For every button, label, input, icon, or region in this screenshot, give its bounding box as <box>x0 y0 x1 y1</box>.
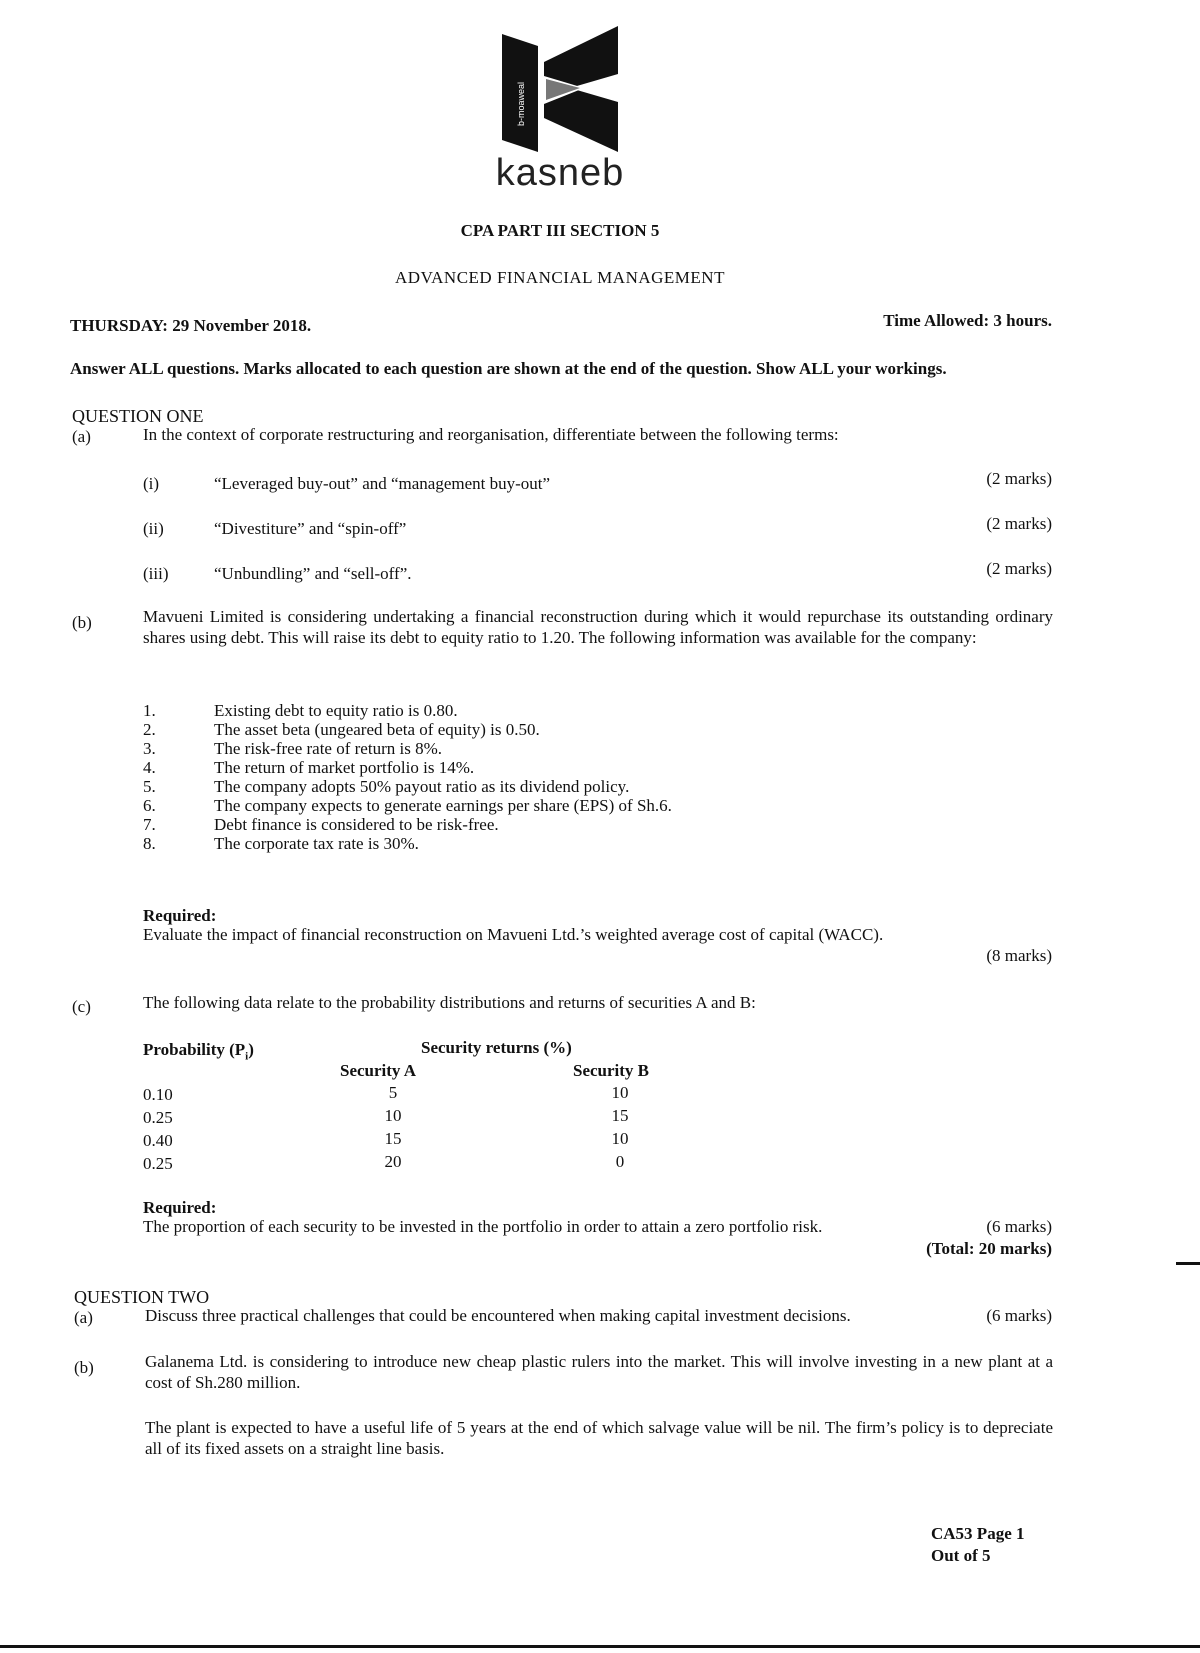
q1c-marks: (6 marks) <box>986 1217 1052 1236</box>
q2a-text: Discuss three practical challenges that could be encountered when making capital investment decisions. <box>145 1306 851 1325</box>
q1c-label: (c) <box>72 997 91 1016</box>
exam-title: CPA PART III SECTION 5 <box>460 221 660 240</box>
q2b-label: (b) <box>74 1358 94 1377</box>
margin-mark <box>1176 1262 1200 1265</box>
q2a-marks: (6 marks) <box>986 1306 1052 1325</box>
q1a-item-marks: (2 marks) <box>986 514 1052 533</box>
q1c-text: The following data relate to the probability distributions and returns of securities A and B: <box>143 993 756 1012</box>
q1a-item-marks: (2 marks) <box>986 559 1052 578</box>
list-item: 6. The company expects to generate earnings per share (EPS) of Sh.6. <box>143 796 672 815</box>
logo-wordmark: kasneb <box>495 152 625 194</box>
list-item: 4. The return of market portfolio is 14%. <box>143 758 475 777</box>
q1b-list <box>143 701 1053 853</box>
list-item: 2. The asset beta (ungeared beta of equity) is 0.50. <box>143 720 540 739</box>
table-header-group: Security returns (%) <box>421 1038 572 1057</box>
q1a-item-text: “Leveraged buy-out” and “management buy-out” <box>214 474 551 493</box>
q1-total-marks: (Total: 20 marks) <box>926 1239 1052 1258</box>
q1b-text: Mavueni Limited is considering undertaking a financial reconstruction during which it would repurchase its outstanding ordinary shares using debt. This will raise its debt to equity ratio to 1.20. The following information was available for the company: <box>143 607 1053 647</box>
list-item: 5. The company adopts 50% payout ratio as its dividend policy. <box>143 777 630 796</box>
page-out-of: Out of 5 <box>931 1546 991 1565</box>
q1a-label: (a) <box>72 427 91 446</box>
logo-spine-text: b-moaweal <box>516 81 526 126</box>
list-item: 8. The corporate tax rate is 30%. <box>143 834 419 853</box>
time-allowed: Time Allowed: 3 hours. <box>883 311 1052 330</box>
q1a-item-text: “Unbundling” and “sell-off”. <box>214 564 412 583</box>
list-item: 1. Existing debt to equity ratio is 0.80. <box>143 701 458 720</box>
q2b-text: Galanema Ltd. is considering to introduce new cheap plastic rulers into the market. This will involve investing in a new plant at a cost of Sh.280 million. <box>145 1352 1053 1392</box>
returns-table: Probability $(P_i)$ Security returns (%) Security A Security B 0.10 5 10 0.25 10 15 0.40 15 10 0.25 20 0 <box>143 1038 650 1173</box>
q1a-text: In the context of corporate restructuring and reorganisation, differentiate between the following terms: <box>143 425 839 444</box>
bottom-rule <box>0 1645 1200 1648</box>
exam-date: THURSDAY: 29 November 2018. <box>70 316 312 335</box>
list-item: 7. Debt finance is considered to be risk-free. <box>143 815 499 834</box>
page-code: CA53 Page 1 <box>931 1524 1025 1543</box>
q1a-item-num: (i) <box>143 474 160 493</box>
q1c-required-text: The proportion of each security to be invested in the portfolio in order to attain a zero portfolio risk. <box>143 1217 823 1236</box>
kasneb-logo <box>500 26 620 154</box>
q1b-required-text: Evaluate the impact of financial reconstruction on Mavueni Ltd.’s weighted average cost of capital (WACC). <box>143 925 884 944</box>
q2b-text-2: The plant is expected to have a useful life of 5 years at the end of which salvage value will be nil. The firm’s policy is to depreciate all of its fixed assets on a straight line basis. <box>145 1418 1053 1458</box>
q1a-item-text: “Divestiture” and “spin-off” <box>214 519 407 538</box>
q1b-required-label: Required: <box>143 906 217 925</box>
table-header-probability: Probability $(P_i)$ <box>143 1040 254 1063</box>
list-item: 3. The risk-free rate of return is 8%. <box>143 739 442 758</box>
question-two-heading: QUESTION TWO <box>74 1287 210 1307</box>
question-one-heading: QUESTION ONE <box>72 406 204 426</box>
q1a-item-num: (iii) <box>143 564 169 583</box>
exam-subject: ADVANCED FINANCIAL MANAGEMENT <box>395 268 725 287</box>
q1a-item-marks: (2 marks) <box>986 469 1052 488</box>
table-header-security-b: Security B <box>573 1061 650 1080</box>
q1b-marks: (8 marks) <box>986 946 1052 965</box>
table-header-security-a: Security A <box>340 1061 417 1080</box>
q2a-label: (a) <box>74 1308 93 1327</box>
q1a-item-num: (ii) <box>143 519 164 538</box>
q1b-label: (b) <box>72 613 92 632</box>
logo-mark <box>500 26 620 154</box>
exam-instructions: Answer ALL questions. Marks allocated to each question are shown at the end of the question. Show ALL your workings. <box>70 359 947 378</box>
q1c-required-label: Required: <box>143 1198 217 1217</box>
